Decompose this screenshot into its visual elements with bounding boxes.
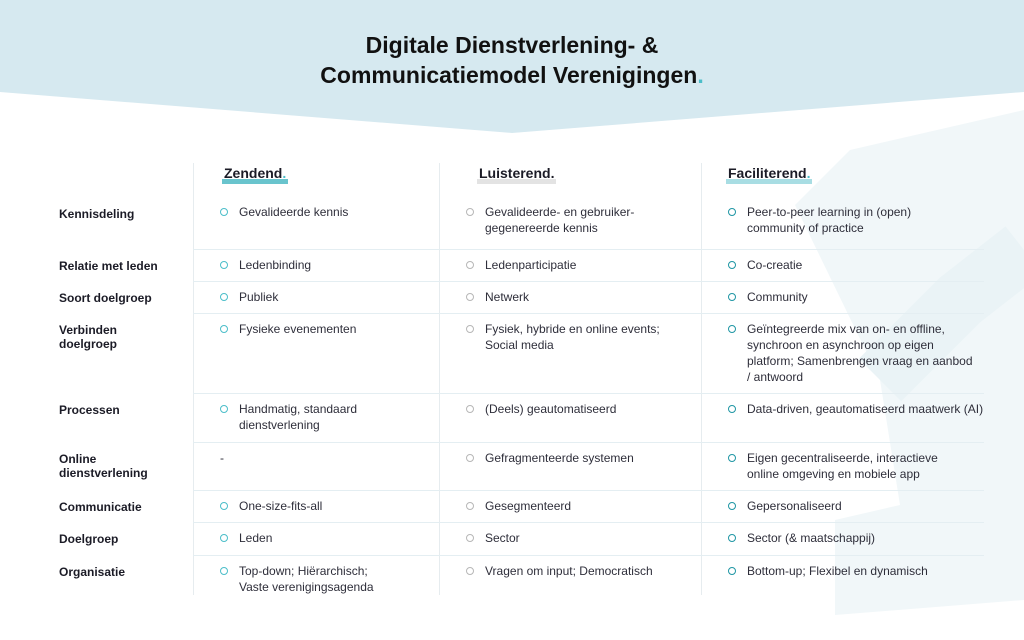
bullet-icon — [728, 261, 736, 269]
row-divider — [193, 442, 984, 443]
row-label-relatie-met-leden: Relatie met leden — [59, 259, 158, 273]
title-line-2 — [0, 60, 1024, 90]
bullet-icon — [466, 534, 474, 542]
bullet-icon — [220, 261, 228, 269]
bullet-icon — [220, 405, 228, 413]
cell-faciliterend: Eigen gecentraliseerde, interactieve online omgeving en mobiele app — [747, 451, 938, 481]
row-divider — [193, 281, 984, 282]
cell-faciliterend: Peer-to-peer learning in (open) community of practice — [747, 205, 912, 235]
column-header-label: Zendend — [224, 165, 283, 181]
bullet-icon — [728, 567, 736, 575]
bullet-icon — [466, 567, 474, 575]
row-divider — [193, 249, 984, 250]
row-divider — [193, 490, 984, 491]
cell-luisterend: Ledenparticipatie — [485, 258, 577, 272]
cell-luisterend: Netwerk — [485, 290, 530, 304]
column-header-dot: . — [282, 165, 287, 181]
bullet-icon — [220, 567, 228, 575]
bullet-icon — [466, 293, 474, 301]
cell-zendend: Ledenbinding — [239, 258, 312, 272]
column-divider — [193, 163, 194, 595]
row-label-organisatie: Organisatie — [59, 565, 126, 579]
row-label-online-dienstverlening: Online dienstverlening — [59, 452, 148, 480]
bullet-icon — [728, 293, 736, 301]
column-header-zendend — [222, 163, 288, 183]
cell-faciliterend: Sector (& maatschappij) — [747, 531, 876, 545]
bullet-icon — [466, 261, 474, 269]
row-divider — [193, 393, 984, 394]
row-label-soort-doelgroep: Soort doelgroep — [59, 291, 152, 305]
column-header-faciliterend — [726, 163, 812, 183]
row-divider — [193, 555, 984, 556]
cell-zendend: One-size-fits-all — [239, 499, 323, 513]
cell-zendend: Top-down; Hiërarchisch; Vaste verenigingsagenda — [239, 564, 374, 594]
row-divider — [193, 313, 984, 314]
cell-luisterend: Vragen om input; Democratisch — [485, 564, 653, 578]
bullet-icon — [220, 293, 228, 301]
bullet-icon — [220, 325, 228, 333]
cell-luisterend: Gevalideerde- en gebruiker-gegenereerde kennis — [485, 205, 635, 235]
cell-faciliterend: Gepersonaliseerd — [747, 499, 842, 513]
cell-faciliterend: Community — [747, 290, 808, 304]
title-dot: . — [697, 62, 704, 88]
bullet-icon — [466, 208, 474, 216]
column-divider — [701, 163, 702, 595]
cell-luisterend: Fysiek, hybride en online events; Social media — [485, 322, 660, 352]
cell-zendend: Leden — [239, 531, 273, 545]
column-divider — [439, 163, 440, 595]
bullet-icon — [728, 502, 736, 510]
cell-zendend: Gevalideerde kennis — [239, 205, 349, 219]
page-title — [0, 30, 1024, 90]
bullet-icon — [728, 405, 736, 413]
row-label-processen: Processen — [59, 403, 120, 417]
cell-zendend: Handmatig, standaard dienstverlening — [239, 402, 358, 432]
bullet-icon — [728, 534, 736, 542]
column-header-highlight — [222, 163, 288, 183]
bullet-icon — [220, 502, 228, 510]
bullet-icon — [220, 208, 228, 216]
cell-faciliterend: Data-driven, geautomatiseerd maatwerk (AI) — [747, 402, 984, 416]
bullet-icon — [728, 208, 736, 216]
cell-zendend: Fysieke evenementen — [239, 322, 357, 336]
bullet-icon — [728, 454, 736, 462]
column-header-luisterend — [477, 163, 556, 183]
bullet-icon — [728, 325, 736, 333]
row-label-communicatie: Communicatie — [59, 500, 142, 514]
cell-luisterend: Gefragmenteerde systemen — [485, 451, 634, 465]
row-label-verbinden-doelgroep: Verbinden doelgroep — [59, 323, 118, 351]
cell-luisterend: Sector — [485, 531, 520, 545]
bullet-icon — [466, 454, 474, 462]
column-header-dot: . — [806, 165, 811, 181]
column-header-highlight — [477, 163, 556, 183]
cell-faciliterend: Geïntegreerde mix van on- en offline, synchroon en asynchroon op eigen platform; Samenbrengen vraag en aanbod / antwoord — [747, 322, 973, 384]
bullet-icon — [466, 502, 474, 510]
cell-zendend: - — [220, 451, 224, 465]
cell-luisterend: (Deels) geautomatiseerd — [485, 402, 617, 416]
cell-faciliterend: Bottom-up; Flexibel en dynamisch — [747, 564, 928, 578]
cell-zendend: Publiek — [239, 290, 279, 304]
title-line-2-text: Communicatiemodel Verenigingen — [320, 62, 698, 88]
cell-faciliterend: Co-creatie — [747, 258, 803, 272]
row-label-kennisdeling: Kennisdeling — [59, 207, 135, 221]
row-label-doelgroep: Doelgroep — [59, 532, 119, 546]
cell-luisterend: Gesegmenteerd — [485, 499, 572, 513]
column-header-dot: . — [550, 165, 555, 181]
bullet-icon — [220, 534, 228, 542]
bullet-icon — [466, 405, 474, 413]
column-header-highlight — [726, 163, 812, 183]
row-divider — [193, 522, 984, 523]
column-header-label: Luisterend — [479, 165, 551, 181]
bullet-icon — [466, 325, 474, 333]
title-line-1: Digitale Dienstverlening- & — [365, 32, 659, 58]
column-header-label: Faciliterend — [728, 165, 807, 181]
